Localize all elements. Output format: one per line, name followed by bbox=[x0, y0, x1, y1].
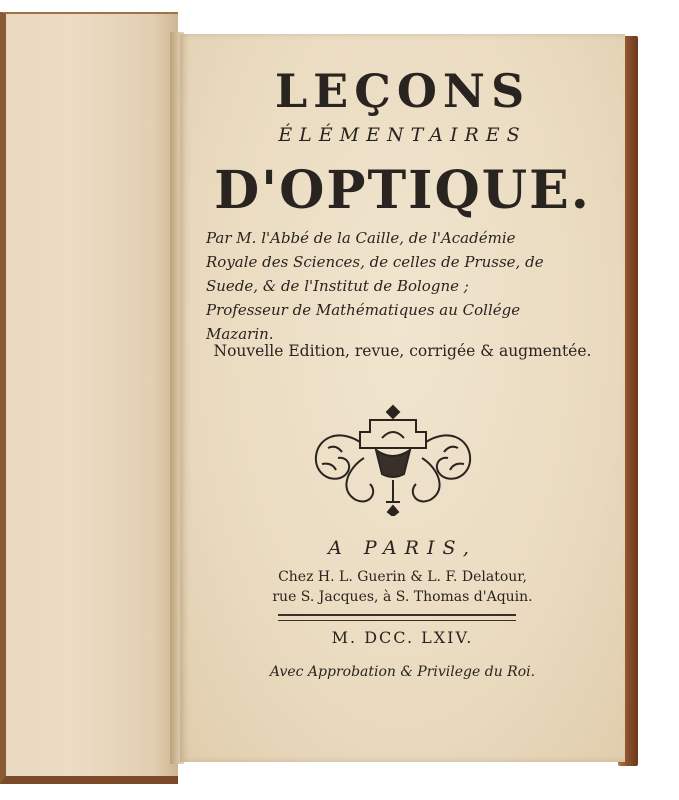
book-subtitle: ÉLÉMENTAIRES bbox=[278, 124, 527, 146]
book-title: LEÇONS bbox=[274, 64, 531, 118]
edition-statement: Nouvelle Edition, revue, corrigée & augmentée. bbox=[213, 342, 592, 360]
book-main-title: D'OPTIQUE. bbox=[214, 160, 591, 221]
printer-line-1: Chez H. L. Guerin & L. F. Delatour, bbox=[278, 569, 527, 585]
publication-date: M. DCC. LXIV. bbox=[331, 628, 474, 647]
author-statement: Par M. l'Abbé de la Caille, de l'Académie Royale des Sciences, de celles de Prusse, de Suede, & de l'Institut de Bologne ; Professeur de Mathématiques au Collége Mazarin. bbox=[206, 229, 544, 343]
printer-line-2: rue S. Jacques, à S. Thomas d'Aquin. bbox=[272, 589, 533, 605]
royal-privilege: Avec Approbation & Privilege du Roi. bbox=[269, 664, 536, 680]
imprint-rule bbox=[278, 614, 516, 621]
left-blank-page bbox=[0, 12, 178, 784]
publication-city: A PARIS, bbox=[328, 537, 477, 559]
printer-imprint bbox=[180, 567, 625, 607]
floral-vase-ornament-icon bbox=[308, 398, 478, 516]
